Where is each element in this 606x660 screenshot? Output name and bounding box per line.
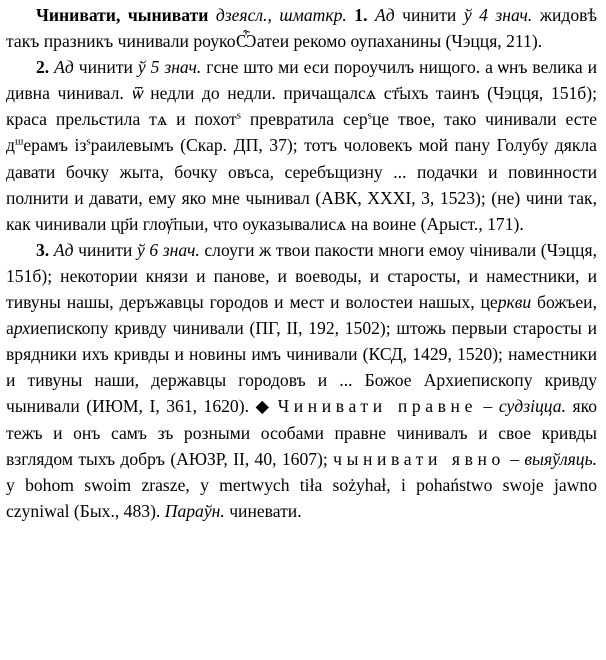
superscript-letter: s [86, 135, 91, 148]
dash: – [510, 448, 520, 469]
citation-text: жидовѣ такъ празникъ чинивали роукоѼатеи рекомо оупаханины (Чэцця, 211). [6, 5, 598, 52]
citation-text: яко тежъ и онъ самъ зъ розными особами правне чинивалъ и свое кривды взглядом тыхъ добръ (АЮЗР, II, 40, 1607); [6, 396, 598, 469]
citation-text: слоуги ж твои пакости многи емоу чiнивали (Чэцця, 151б); некотории князи и панове, и воеводы, и старосты, и наместники, и тивуны нашы, деръжавцы городов и мест и волостеи нашых, це [6, 239, 597, 313]
parallel-word: чиневати. [229, 500, 302, 521]
citation-text: раилевымъ (Скар. ДП, 37); тотъ чоловекъ мой пану Голубу дякла давати бочку жыта, бочку овъса, серебъщизну ... подачки и повинности полнити и давати, ему яко мне чынивал (АВК, XXXI, 3, 1523); (не) чини так, как чинивали цр҃и глѹ҃пыи, что оуказывалисѧ на воине (Арыст., 171). [6, 135, 597, 234]
citation-text: це твое, тако чинивали есте д [6, 109, 597, 156]
headword: Чинивати, чынивати [36, 5, 209, 25]
entry-paragraph-sense-1 [6, 2, 597, 54]
entry-paragraph-sense-2 [6, 54, 597, 237]
superscript-letter: s [236, 109, 241, 122]
citation-text: божъеи, а [6, 292, 597, 339]
sense-number-3: 3. [36, 239, 50, 260]
citation-text: рх [13, 318, 31, 339]
superscript-letter: s [367, 109, 372, 122]
phrase-headword: Чинивати правне [277, 396, 477, 417]
sense-number-2: 2. [36, 57, 50, 78]
cross-ref-word: чинити [78, 239, 133, 260]
phrase-gloss: судзіцца. [498, 396, 566, 417]
citation-text: таинъ (Чэцця, 151б); краса прельстила тѧ и похот [6, 83, 597, 130]
parallel-label: Параўн. [164, 500, 225, 521]
citation-text: ѿ [131, 83, 143, 104]
diamond-marker: ◆ [255, 396, 272, 417]
cross-ref-word: чинити [78, 57, 133, 78]
citation-text: ркви [497, 292, 532, 313]
cross-ref-sense: 5 знач. [150, 57, 202, 78]
citation-text: иепископу кривду чинивали (ПГ, II, 192, 1502); штожь первыи старосты и врядники ихъ кривды и новины имъ чинивали (КСД, 1429, 1520); наместники и тивуны наши, державцы городовъ и ... Божое Архиепископу кривду чынивали (ИЮМ, I, 361, 1620). [6, 318, 597, 417]
cross-ref-label: Ад [374, 5, 395, 25]
dash: – [483, 396, 493, 417]
citation-text: ст҃ыхъ [383, 83, 429, 104]
cross-ref-sense: 4 знач. [479, 5, 533, 25]
citation-text: y bohom swoim zrasze, y mertwych tiła sożyhał, i pohaństwo swoje jawno czyniwal (Бых., 483). [6, 474, 597, 521]
cross-ref-word: чинити [402, 5, 457, 25]
citation-text: превратила сер [249, 109, 368, 130]
grammar-label: дзеясл., шматкр. [215, 5, 347, 25]
phrase-gloss: выяўляць. [524, 448, 598, 469]
citation-text: недли до недли. причащалсѧ [150, 83, 377, 104]
cross-ref-label: Ад [54, 57, 74, 78]
cross-ref-letter: ў [137, 57, 146, 78]
entry-paragraph-sense-3 [6, 237, 597, 524]
citation-text: гсне што ми еси пороучилъ нищого. а ѡнъ велика и дивна чинивал. [6, 57, 598, 104]
cross-ref-sense: 6 знач. [149, 239, 200, 260]
cross-ref-label: Ад [53, 239, 74, 260]
sense-number-1: 1. [354, 5, 368, 25]
cross-ref-letter: ў [136, 239, 145, 260]
cross-ref-letter: ў [463, 5, 472, 25]
citation-text: ерамъ із [23, 135, 87, 156]
phrase-headword: чынивати явно [333, 448, 505, 469]
superscript-letter: ш [14, 135, 24, 148]
